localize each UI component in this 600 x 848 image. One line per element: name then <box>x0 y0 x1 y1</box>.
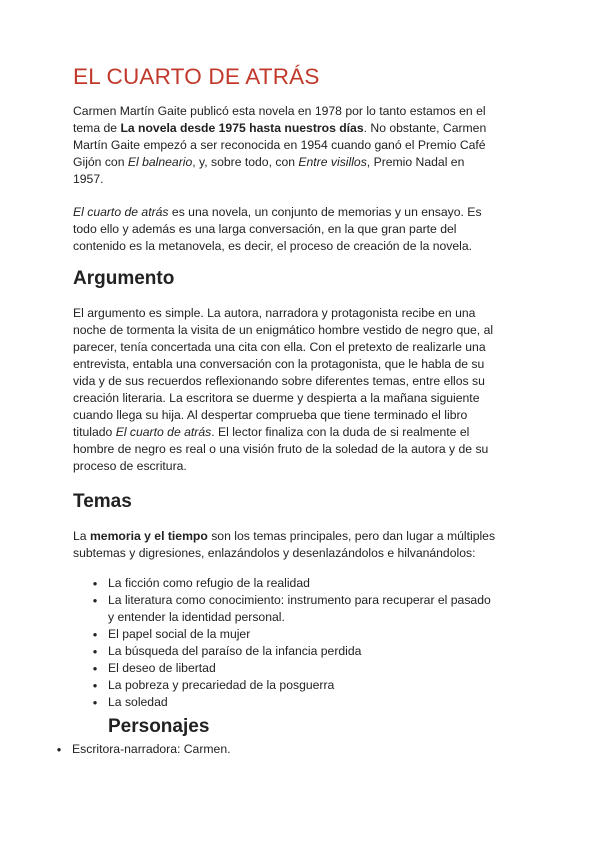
text-line: La memoria y el tiempo son los temas principales, pero dan lugar a múltiples <box>73 529 496 543</box>
document-title: EL CUARTO DE ATRÁS <box>73 64 320 89</box>
list-item: ● La literatura como conocimiento: instrumento para recuperar el pasado <box>90 592 491 609</box>
text-line: parecer, tenía concertada una cita con ella. Con el pretexto de realizarle una <box>73 340 486 354</box>
bullet-icon: ● <box>56 745 62 754</box>
argumento-paragraph <box>73 305 531 475</box>
list-item: ● El papel social de la mujer <box>90 626 491 643</box>
text-line: creación literaria. La escritora se duerme y despierta a la mañana siguiente <box>73 391 480 405</box>
text-line: contenido es la metanovela, es decir, el proceso de creación de la novela. <box>73 239 473 253</box>
list-item: ● La soledad <box>90 694 491 711</box>
list-item: ● La pobreza y precariedad de la posguerra <box>90 677 491 694</box>
text-line: Carmen Martín Gaite publicó esta novela en 1978 por lo tanto estamos en el <box>73 104 486 118</box>
italic-title: El balneario <box>127 155 193 169</box>
personajes-list <box>54 741 231 758</box>
temas-list <box>90 575 491 711</box>
text-line: tema de La novela desde 1975 hasta nuestros días. No obstante, Carmen <box>73 121 487 135</box>
italic-title: Entre visillos <box>298 155 367 169</box>
bullet-icon: ● <box>92 596 98 605</box>
text-line: El argumento es simple. La autora, narradora y protagonista recibe en una <box>73 306 476 320</box>
list-item: ● El deseo de libertad <box>90 660 491 677</box>
bullet-icon: ● <box>92 681 98 690</box>
heading-personajes: Personajes <box>108 716 210 737</box>
list-item: ● La ficción como refugio de la realidad <box>90 575 491 592</box>
list-item-continuation: y entender la identidad personal. <box>108 610 285 624</box>
italic-title: El cuarto de atrás <box>73 205 169 219</box>
text-line: hombre de negro es real o una visión fruto de la soledad de la autora y de su <box>73 442 489 456</box>
text-line: subtemas y digresiones, enlazándolos y desenlazándolos e hilvanándolos: <box>73 546 476 560</box>
list-item: ● La búsqueda del paraíso de la infancia perdida <box>90 643 491 660</box>
text-line: cuando llega su hija. Al despertar comprueba que tiene terminado el libro <box>73 408 468 422</box>
text-line: El cuarto de atrás es una novela, un conjunto de memorias y un ensayo. Es <box>73 205 482 219</box>
text-line: Martín Gaite empezó a ser reconocida en 1954 cuando ganó el Premio Café <box>73 138 486 152</box>
text-line: noche de tormenta la visita de un enigmático hombre vestido de negro que, al <box>73 323 494 337</box>
text-line: entrevista, entabla una conversación con la protagonista, que le habla de su <box>73 357 485 371</box>
intro-paragraph-1 <box>73 103 531 188</box>
italic-title: El cuarto de atrás <box>115 425 212 439</box>
text-line: vida y de sus recuerdos reflexionando sobre diferentes temas, entre ellos su <box>73 374 485 388</box>
bold-phrase: La novela desde 1975 hasta nuestros días <box>120 121 364 135</box>
bullet-icon: ● <box>92 579 98 588</box>
list-item: ● Escritora-narradora: Carmen. <box>54 741 231 758</box>
text-line: todo ello y además es una larga conversación, en la que gran parte del <box>73 222 457 236</box>
bold-phrase: memoria y el tiempo <box>89 529 208 543</box>
text-line: proceso de escritura. <box>73 459 187 473</box>
heading-temas: Temas <box>73 491 132 512</box>
heading-argumento: Argumento <box>73 268 175 289</box>
intro-paragraph-2 <box>73 204 531 255</box>
temas-intro-paragraph <box>73 528 531 562</box>
bullet-icon: ● <box>92 698 98 707</box>
text-line: Gijón con El balneario, y, sobre todo, con Entre visillos, Premio Nadal en <box>73 155 465 169</box>
bullet-icon: ● <box>92 647 98 656</box>
text-line: 1957. <box>73 172 104 186</box>
bullet-icon: ● <box>92 630 98 639</box>
text-line: titulado El cuarto de atrás. El lector finaliza con la duda de si realmente el <box>73 425 470 439</box>
bullet-icon: ● <box>92 664 98 673</box>
